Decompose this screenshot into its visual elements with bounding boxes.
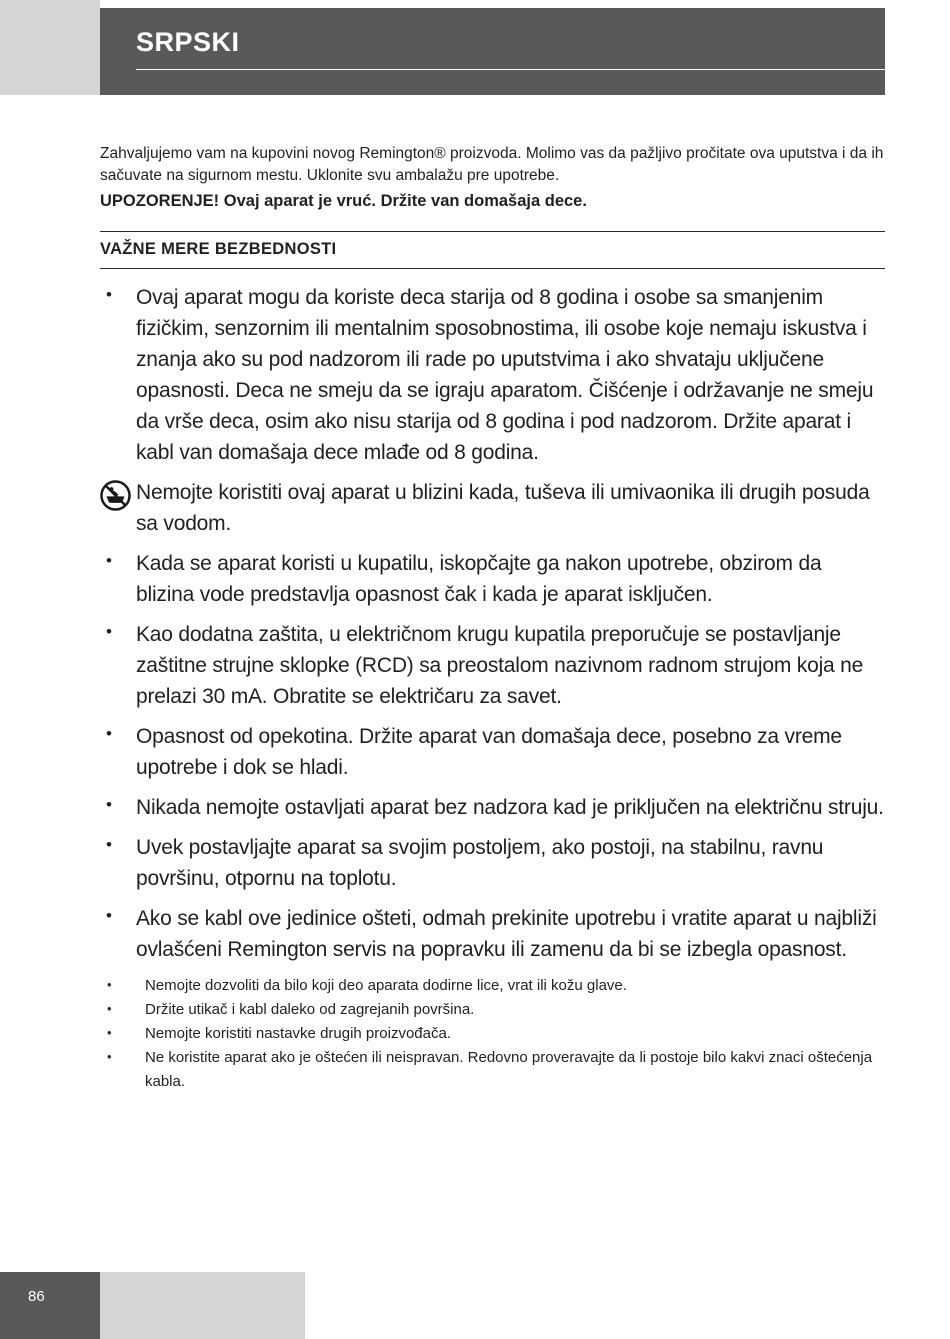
safety-list-large [100, 282, 885, 965]
bullet-icon: • [106, 906, 112, 925]
list-item [100, 903, 885, 965]
content [100, 143, 885, 1094]
list-item-text: Kada se aparat koristi u kupatilu, iskopčajte ga nakon upotrebe, obzirom da blizina vode predstavlja opasnost čak i kada je aparat isključen. [136, 552, 822, 606]
list-item [100, 477, 885, 539]
section-heading-block [100, 231, 885, 269]
list-item-text: Ako se kabl ove jedinice ošteti, odmah prekinite upotrebu i vratite aparat u najbliži ovlašćeni Remington servis na popravku ili zamenu da bi se izbegla opasnost. [136, 907, 877, 961]
bullet-icon: • [106, 724, 112, 743]
footer-light-block [100, 1272, 305, 1339]
list-item-text: Uvek postavljajte aparat sa svojim postoljem, ako postoji, na stabilnu, ravnu površinu, otpornu na toplotu. [136, 836, 824, 890]
list-item [100, 619, 885, 712]
no-bath-icon [100, 477, 136, 539]
bullet-icon: • [107, 977, 112, 992]
bullet-icon: • [106, 285, 112, 304]
bullet-icon: • [107, 1001, 112, 1016]
bullet-icon: • [107, 1025, 112, 1040]
bullet-icon: • [106, 835, 112, 854]
list-item [100, 792, 885, 823]
page-number-box [0, 1272, 100, 1339]
list-item [100, 721, 885, 783]
bullet-icon: • [106, 795, 112, 814]
bullet-icon: • [106, 551, 112, 570]
list-item-text: Držite utikač i kabl daleko od zagrejanih površina. [145, 1001, 475, 1018]
page-title: SRPSKI [136, 27, 885, 70]
list-item-text: Ne koristite aparat ako je oštećen ili neispravan. Redovno proveravajte da li postoje bilo kakvi znaci oštećenja kabla. [145, 1049, 873, 1090]
list-item-text: Kao dodatna zaštita, u električnom krugu kupatila preporučuje se postavljanje zaštitne strujne sklopke (RCD) sa preostalom nazivnom radnom strujom koja ne prelazi 30 mA. Obratite se električaru za savet. [136, 623, 864, 708]
list-item [100, 548, 885, 610]
page-number: 86 [28, 1288, 45, 1305]
section-heading: VAŽNE MERE BEZBEDNOSTI [100, 240, 337, 258]
safety-list-small [100, 974, 885, 1094]
list-item [100, 282, 885, 468]
bullet-icon: • [106, 622, 112, 641]
list-item-text: Nemojte koristiti ovaj aparat u blizini kada, tuševa ili umivaonika ili drugih posuda sa vodom. [136, 481, 870, 535]
list-item [100, 998, 885, 1022]
list-item [100, 974, 885, 998]
list-item-text: Opasnost od opekotina. Držite aparat van domašaja dece, posebno za vreme upotrebe i dok se hladi. [136, 725, 842, 779]
list-item-text: Nemojte dozvoliti da bilo koji deo aparata dodirne lice, vrat ili kožu glave. [145, 977, 627, 994]
warning-text: UPOZORENJE! Ovaj aparat je vruć. Držite van domašaja dece. [100, 192, 587, 210]
list-item [100, 1046, 885, 1094]
list-item-text: Nikada nemojte ostavljati aparat bez nadzora kad je priključen na električnu struju. [136, 796, 884, 819]
bullet-icon: • [107, 1049, 112, 1064]
list-item [100, 1022, 885, 1046]
header-left-block [0, 0, 100, 95]
intro-paragraph: Zahvaljujemo vam na kupovini novog Remington® proizvoda. Molimo vas da pažljivo pročitate ova uputstva i da ih sačuvate na sigurnom mestu. Uklonite svu ambalažu pre upotrebe. [100, 145, 884, 184]
list-item [100, 832, 885, 894]
header-title-bar [100, 8, 885, 95]
list-item-text: Nemojte koristiti nastavke drugih proizvođača. [145, 1025, 451, 1042]
list-item-text: Ovaj aparat mogu da koriste deca starija od 8 godina i osobe sa smanjenim fizičkim, senzornim ili mentalnim sposobnostima, ili osobe koje nemaju iskustva i znanja ako su pod nadzorom ili rade po uputstvima i ako shvataju uključene opasnosti. Deca ne smeju da se igraju aparatom. Čišćenje i održavanje ne smeju da vrše deca, osim ako nisu starija od 8 godina i pod nadzorom. Držite aparat i kabl van domašaja dece mlađe od 8 godina. [136, 286, 874, 464]
